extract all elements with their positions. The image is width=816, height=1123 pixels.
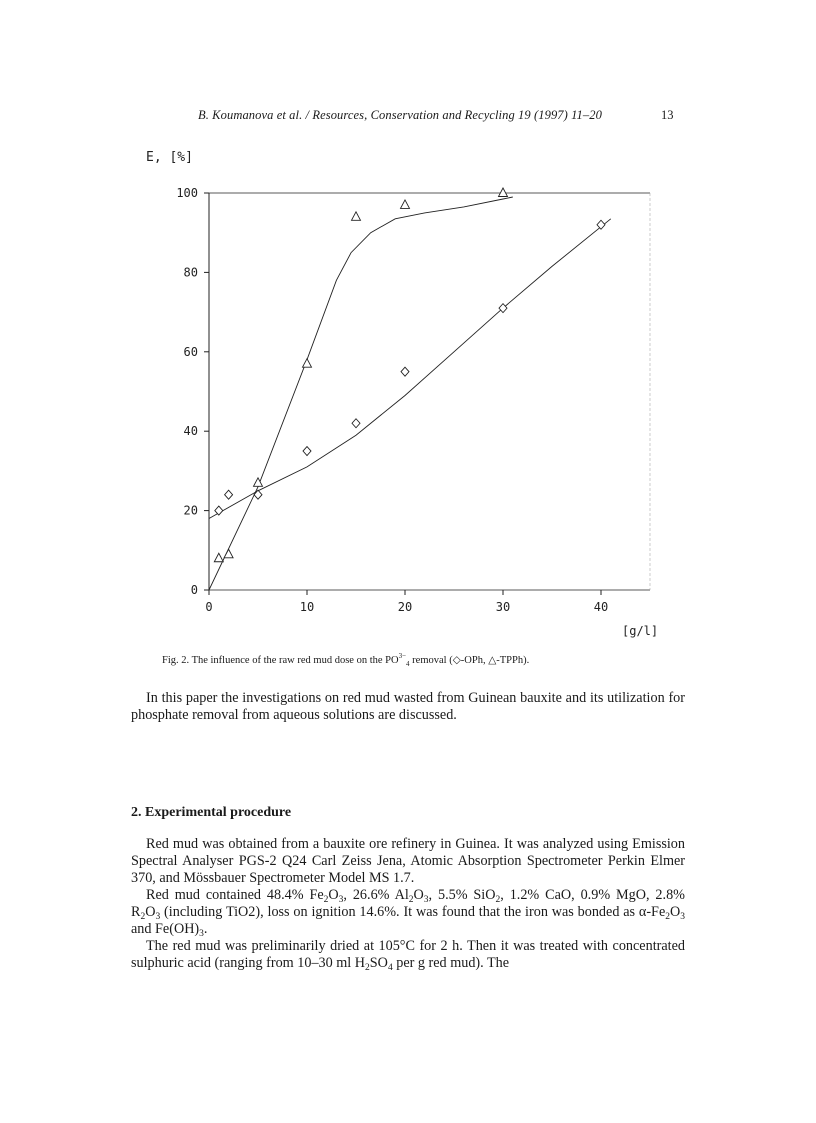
figure-caption: Fig. 2. The influence of the raw red mud dose on the $PO^{3-}_4$ removal (◇-OPh, △-TPPh). — [162, 652, 530, 668]
point-oph — [303, 447, 311, 456]
y-tick-label: 80 — [183, 265, 198, 280]
point-tpph — [303, 359, 312, 368]
point-oph — [597, 220, 605, 229]
paragraph-3: The red mud was preliminarily dried at 105°C for 2 h. Then it was treated with concentrated sulphuric acid (ranging from 10–30 ml $H_2SO_4$ per g red mud). The — [131, 938, 685, 973]
point-oph — [225, 490, 233, 499]
x-tick-label: 30 — [495, 600, 511, 614]
x-tick-label: 40 — [593, 600, 609, 614]
y-axis-label: E, [%] — [146, 150, 193, 165]
point-oph — [499, 304, 507, 313]
x-tick-label: 0 — [205, 600, 213, 614]
point-tpph — [499, 188, 508, 197]
y-tick-label: 0 — [190, 583, 198, 597]
fit-line-oph — [209, 219, 611, 519]
section-body — [131, 836, 685, 972]
y-tick-label: 60 — [183, 344, 198, 359]
fit-line-tpph — [209, 197, 513, 590]
paragraph-1: Red mud was obtained from a bauxite ore refinery in Guinea. It was analyzed using Emission Spectral Analyser PGS-2 Q24 Carl Zeiss Jena, Atomic Absorption Spectrometer Perkin Elmer 370, and Mössbauer Spectrometer Model MS 1.7. — [131, 836, 685, 886]
point-oph — [254, 490, 262, 499]
point-tpph — [214, 553, 223, 562]
x-tick-label: 10 — [299, 600, 315, 614]
point-tpph — [224, 549, 233, 558]
section-heading: 2. Experimental procedure — [131, 805, 292, 820]
point-oph — [215, 506, 223, 515]
y-tick-label: 40 — [183, 424, 198, 439]
y-tick-label: 100 — [176, 186, 198, 200]
running-head: B. Koumanova et al. / Resources, Conservation and Recycling 19 (1997) 11–20 — [198, 108, 602, 122]
x-tick-label: 20 — [397, 600, 413, 614]
point-tpph — [401, 200, 410, 209]
point-oph — [352, 419, 360, 428]
point-tpph — [352, 212, 361, 221]
point-oph — [401, 367, 409, 376]
page-number: 13 — [661, 108, 674, 122]
x-axis-label: [g/l] — [622, 624, 659, 638]
paragraph-2: Red mud contained 48.4% $Fe_2O_3$, 26.6% $Al_2O_3$, 5.5% SiO$_2$, 1.2% CaO, 0.9% MgO, 2.8% $R_2O_3$ (including TiO2), loss on ignition 14.6%. It was found that the iron was bonded as $\alpha-Fe_2O_3$ and $Fe(OH)_3$. — [131, 887, 685, 939]
y-tick-label: 20 — [183, 503, 198, 518]
intro-paragraph: In this paper the investigations on red mud wasted from Guinean bauxite and its utilization for phosphate removal from aqueous solutions are discussed. — [131, 690, 685, 723]
